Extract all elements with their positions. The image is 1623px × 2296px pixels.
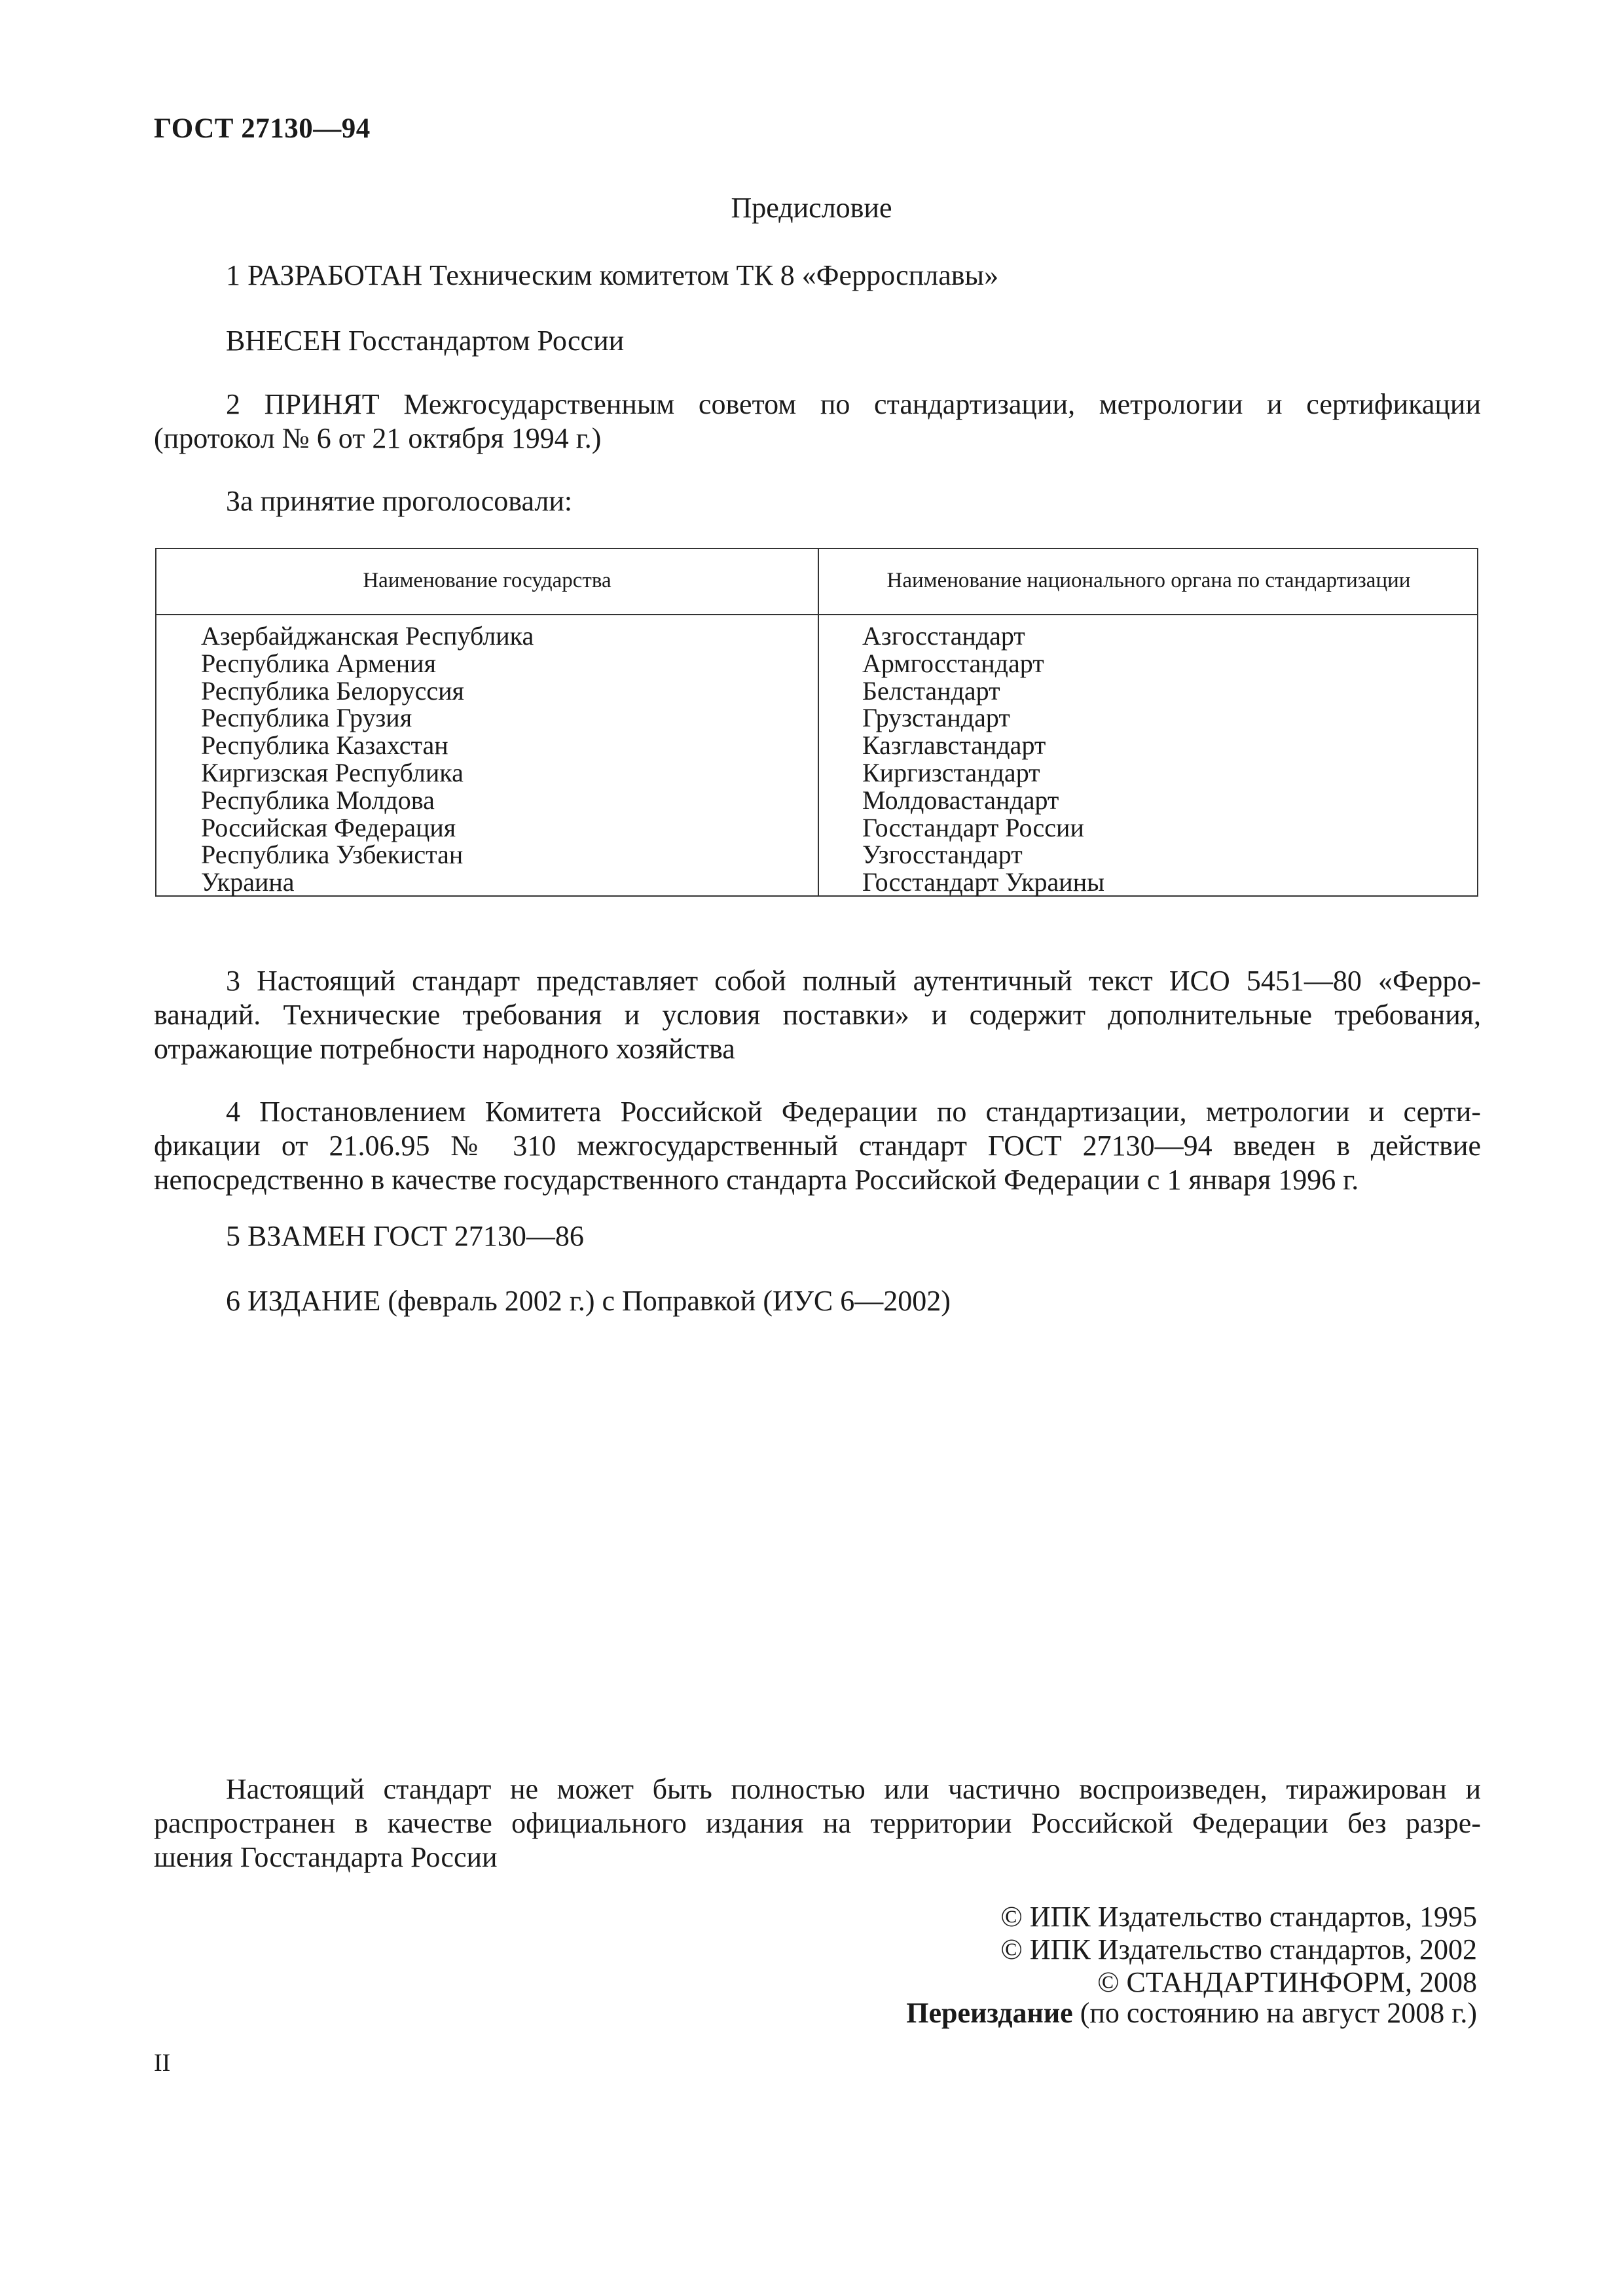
table-cell-state: Азербайджанская Республика <box>201 621 534 651</box>
reprint-label: Переиздание <box>906 1997 1073 2029</box>
item-1-introduced: ВНЕСЕН Госстандартом России <box>226 325 625 357</box>
table-cell-body: Белстандарт <box>862 675 1000 706</box>
reprint-note <box>906 1996 1477 2030</box>
item-1-developed: 1 РАЗРАБОТАН Техническим комитетом ТК 8 «Ферросплавы» <box>226 259 999 291</box>
notice-line-1: Настоящий стандарт не может быть полностью или частично воспроизведен, тиражирован и <box>226 1773 1481 1805</box>
table-cell-body: Казглавстандарт <box>862 730 1046 761</box>
table-cell-body: Узгосстандарт <box>862 840 1023 870</box>
table-column-bodies <box>862 622 1104 896</box>
table-cell-body: Госстандарт Украины <box>862 867 1104 897</box>
item-2-line-2: (протокол № 6 от 21 октября 1994 г.) <box>154 422 602 454</box>
member-states-table <box>155 548 1478 897</box>
reprint-date: (по состоянию на август 2008 г.) <box>1072 1997 1477 2029</box>
item-4-line-1: 4 Постановлением Комитета Российской Федерации по стандартизации, метрологии и серти- <box>226 1096 1481 1128</box>
table-header-state: Наименование государства <box>363 569 611 592</box>
table-cell-state: Республика Узбекистан <box>201 840 464 870</box>
table-cell-state: Украина <box>201 867 295 897</box>
page-number: II <box>154 2049 171 2077</box>
item-3-line-3: отражающие потребности народного хозяйства <box>154 1033 735 1065</box>
reproduction-notice <box>154 1772 1481 1874</box>
table-cell-body: Госстандарт России <box>862 812 1084 842</box>
item-3-authentic-text <box>154 964 1481 1066</box>
notice-line-2: распространен в качестве официального издания на территории Российской Федерации без разре- <box>154 1807 1481 1839</box>
item-3-line-2: ванадий. Технические требования и условия поставки» и содержит дополнительные требования, <box>154 999 1481 1031</box>
table-cell-state: Российская Федерация <box>201 812 456 842</box>
item-3-line-1: 3 Настоящий стандарт представляет собой полный аутентичный текст ИСО 5451—80 «Ферро- <box>226 965 1481 997</box>
table-cell-body: Азгосстандарт <box>862 621 1025 651</box>
copyright-block <box>1000 1901 1477 1999</box>
copyright-2008: © СТАНДАРТИНФОРМ, 2008 <box>1097 1966 1477 1998</box>
item-2-line-1: 2 ПРИНЯТ Межгосударственным советом по стандартизации, метрологии и сертификации <box>226 388 1481 420</box>
foreword-heading: Предисловие <box>731 192 892 224</box>
item-4-enacted <box>154 1095 1481 1197</box>
table-cell-body: Молдовастандарт <box>862 785 1059 815</box>
item-4-line-3: непосредственно в качестве государственного стандарта Российской Федерации с 1 января 1996 г. <box>154 1164 1359 1196</box>
copyright-1995: © ИПК Издательство стандартов, 1995 <box>1000 1901 1477 1933</box>
table-cell-state: Киргизская Республика <box>201 757 464 787</box>
document-code: ГОСТ 27130—94 <box>154 113 371 144</box>
table-column-states <box>201 622 534 896</box>
item-6-edition: 6 ИЗДАНИЕ (февраль 2002 г.) с Поправкой (ИУС 6—2002) <box>226 1285 951 1317</box>
item-5-replaces: 5 ВЗАМЕН ГОСТ 27130—86 <box>226 1220 584 1252</box>
table-cell-body: Грузстандарт <box>862 703 1010 733</box>
table-header-body: Наименование национального органа по стандартизации <box>886 569 1411 592</box>
table-column-divider <box>818 549 819 895</box>
notice-line-3: шения Госстандарта России <box>154 1841 498 1873</box>
table-cell-state: Республика Казахстан <box>201 730 448 761</box>
table-cell-body: Киргизстандарт <box>862 757 1040 787</box>
table-cell-state: Республика Белоруссия <box>201 675 464 706</box>
table-cell-state: Республика Грузия <box>201 703 412 733</box>
table-cell-state: Республика Армения <box>201 648 436 678</box>
copyright-2002: © ИПК Издательство стандартов, 2002 <box>1000 1933 1477 1965</box>
item-4-line-2: фикации от 21.06.95 № 310 межгосударственный стандарт ГОСТ 27130—94 введен в действие <box>154 1130 1481 1162</box>
item-2-adopted <box>154 387 1481 456</box>
voted-caption: За принятие проголосовали: <box>226 485 573 517</box>
table-cell-body: Армгосстандарт <box>862 648 1044 678</box>
table-cell-state: Республика Молдова <box>201 785 435 815</box>
